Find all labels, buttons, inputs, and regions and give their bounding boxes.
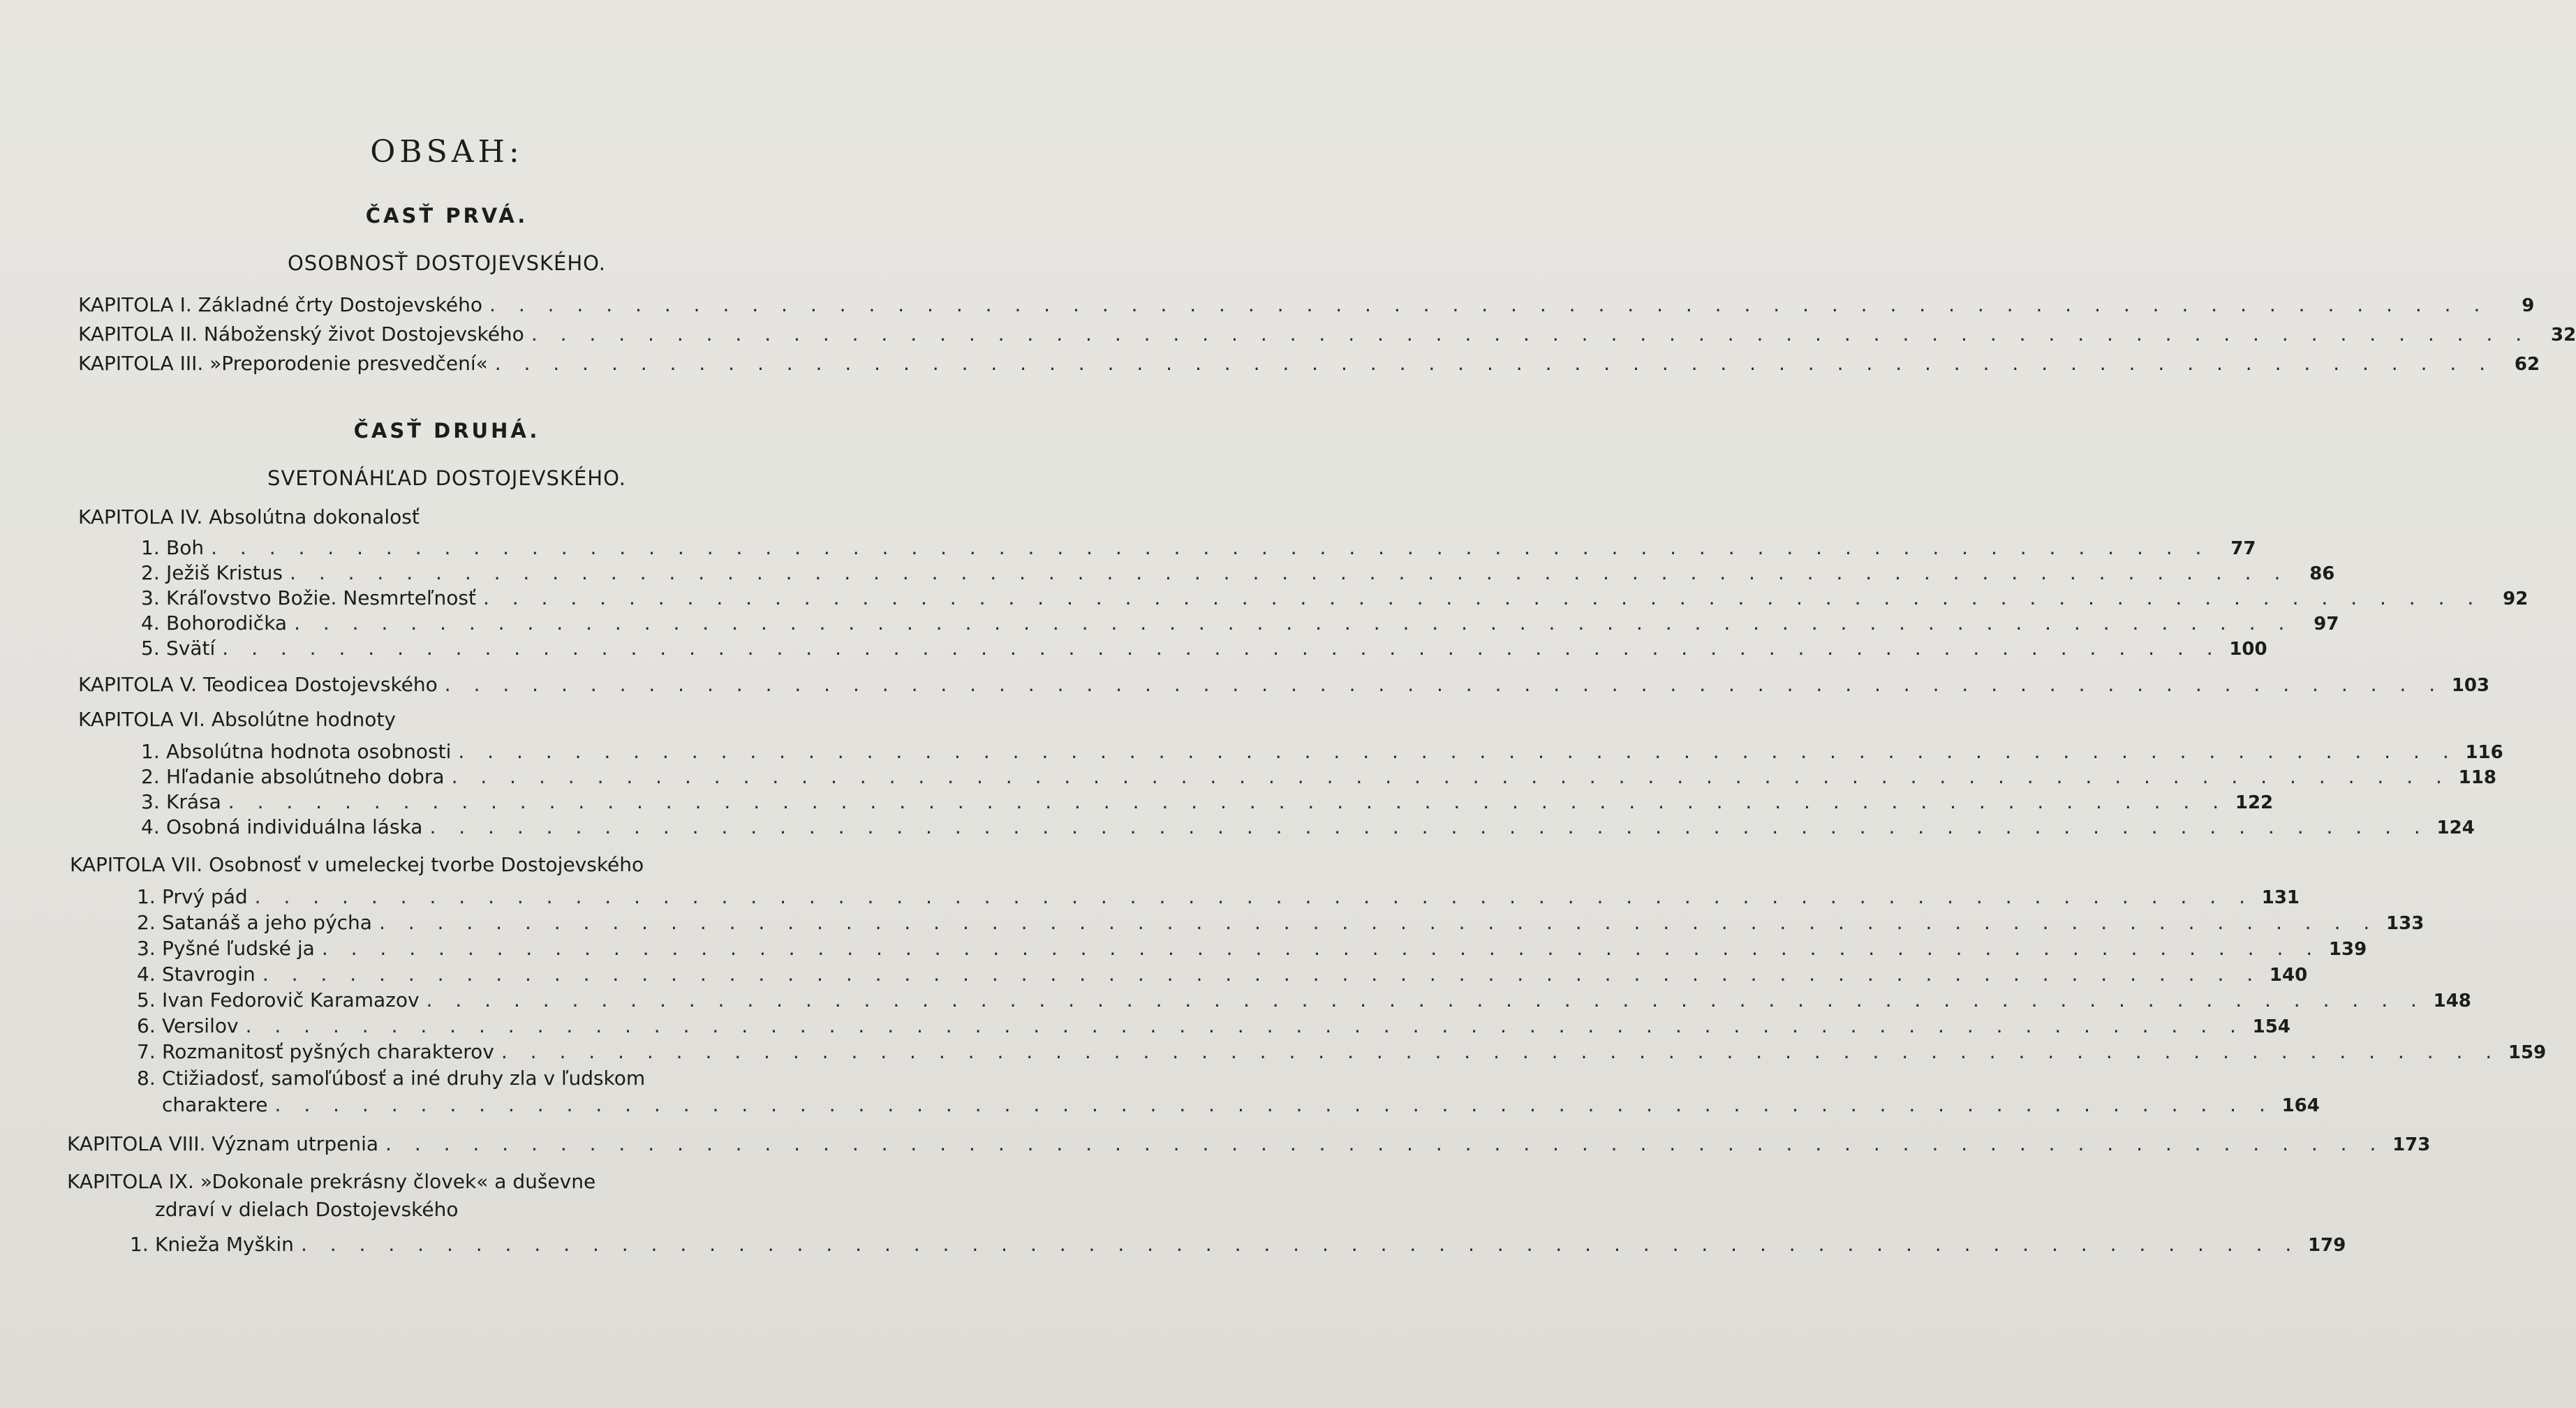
dot-leader (483, 586, 2482, 609)
page-number: 97 (2314, 614, 2339, 635)
page-number: 62 (2514, 354, 2540, 375)
entry-text: KAPITOLA VIII. Význam utrpenia (67, 1132, 379, 1155)
dot-leader (531, 323, 2530, 346)
toc-item (137, 988, 2471, 1011)
item-number: 7. (137, 1040, 156, 1063)
page-number: 131 (2261, 887, 2300, 908)
dot-leader (262, 963, 2261, 986)
item-number: 1. (141, 536, 160, 559)
toc-item (137, 963, 2308, 986)
dot-leader (489, 293, 2488, 316)
toc-item (141, 637, 2267, 660)
page-number: 86 (2309, 563, 2335, 584)
dot-leader (255, 885, 2253, 908)
dot-leader (222, 637, 2221, 660)
item-text: Prvý pád (162, 885, 248, 908)
toc-entry-chapter-2 (78, 323, 2576, 346)
dot-leader (429, 815, 2428, 838)
part2-subtitle: SVETONÁHĽAD DOSTOJEVSKÉHO. (267, 466, 626, 490)
item-text: Hľadanie absolútneho dobra (166, 765, 445, 788)
page-number: 32 (2550, 325, 2576, 346)
dot-leader (228, 790, 2227, 813)
item-text: Krása (166, 790, 221, 813)
entry-text: KAPITOLA II. Náboženský život Dostojevského (78, 323, 524, 346)
chapter-6-title: KAPITOLA VI. Absolútne hodnoty (78, 708, 396, 731)
toc-item (141, 536, 2256, 559)
toc-item (141, 815, 2475, 838)
dot-leader (501, 1040, 2500, 1063)
chapter-9-title-continued: zdraví v dielach Dostojevského (155, 1198, 459, 1221)
page-number: 179 (2308, 1235, 2346, 1256)
item-number: 2. (141, 561, 160, 584)
item-text: Svätí (166, 637, 216, 660)
dot-leader (211, 536, 2209, 559)
chapter-9-title: KAPITOLA IX. »Dokonale prekrásny človek« a duševne (67, 1170, 596, 1193)
page-number: 164 (2281, 1095, 2320, 1116)
toc-item (137, 1040, 2547, 1063)
page-title: OBSAH: (370, 134, 524, 170)
dot-leader (301, 1233, 2300, 1256)
page-number: 124 (2436, 817, 2475, 838)
item-number: 5. (141, 637, 160, 660)
item-text-continued: charaktere (162, 1093, 268, 1116)
item-number: 6. (137, 1014, 156, 1037)
toc-item (141, 612, 2339, 635)
item-number: 5. (137, 988, 156, 1011)
item-text: Versilov (162, 1014, 239, 1037)
toc-item (141, 561, 2335, 584)
page-number: 154 (2252, 1016, 2290, 1037)
page-number: 139 (2328, 939, 2367, 960)
page-number: 103 (2451, 675, 2490, 696)
item-number: 2. (141, 765, 160, 788)
dot-leader (452, 765, 2450, 788)
toc-item (141, 790, 2274, 813)
dot-leader (275, 1093, 2274, 1116)
dot-leader (458, 740, 2457, 763)
item-text: Knieža Myškin (155, 1233, 294, 1256)
item-number: 3. (137, 937, 156, 960)
part1-heading: ČASŤ PRVÁ. (365, 204, 528, 228)
page-number: 9 (2522, 295, 2535, 316)
toc-entry-chapter-5 (78, 673, 2490, 696)
item-text: Absolútna hodnota osobnosti (166, 740, 452, 763)
toc-item (141, 740, 2503, 763)
dot-leader (294, 612, 2293, 635)
toc-entry-chapter-8 (67, 1132, 2431, 1155)
item-text: Ivan Fedorovič Karamazov (162, 988, 420, 1011)
item-text: Boh (166, 536, 205, 559)
page-number: 159 (2508, 1042, 2547, 1063)
page-number: 148 (2433, 991, 2471, 1011)
dot-leader (445, 673, 2443, 696)
item-number: 1. (137, 885, 156, 908)
page-number: 133 (2386, 913, 2425, 934)
toc-item (130, 1233, 2346, 1256)
item-text: Kráľovstvo Božie. Nesmrteľnosť (166, 586, 476, 609)
item-text: Rozmanitosť pyšných charakterov (162, 1040, 494, 1063)
dot-leader (290, 561, 2288, 584)
item-number: 3. (141, 790, 160, 813)
item-text: Ctižiadosť, samoľúbosť a iné druhy zla v ľudskom (162, 1067, 646, 1090)
item-text: Pyšné ľudské ja (162, 937, 315, 960)
item-text: Stavrogin (162, 963, 256, 986)
toc-item (141, 765, 2496, 788)
item-number: 1. (130, 1233, 149, 1256)
entry-text: KAPITOLA III. »Preporodenie presvedčení« (78, 352, 488, 375)
item-number: 1. (141, 740, 160, 763)
toc-item-8-line2 (162, 1093, 2320, 1116)
page-number: 122 (2235, 792, 2274, 813)
item-number: 2. (137, 911, 156, 934)
dot-leader (379, 911, 2378, 934)
chapter-7-title: KAPITOLA VII. Osobnosť v umeleckej tvorbe Dostojevského (70, 853, 644, 876)
page-number: 92 (2503, 588, 2529, 609)
page-number: 116 (2465, 742, 2503, 763)
toc-entry-chapter-3 (78, 352, 2540, 375)
item-number: 3. (141, 586, 160, 609)
toc-item (137, 937, 2367, 960)
part2-heading: ČASŤ DRUHÁ. (353, 419, 540, 443)
toc-item (137, 1014, 2290, 1037)
dot-leader (322, 937, 2320, 960)
chapter-4-title: KAPITOLA IV. Absolútna dokonalosť (78, 505, 420, 528)
entry-text: KAPITOLA V. Teodicea Dostojevského (78, 673, 438, 696)
page-number: 140 (2269, 965, 2308, 986)
toc-entry-chapter-1 (78, 293, 2535, 316)
item-number: 4. (141, 815, 160, 838)
dot-leader (495, 352, 2494, 375)
item-text: Osobná individuálna láska (166, 815, 423, 838)
dot-leader (385, 1132, 2384, 1155)
item-text: Bohorodička (166, 612, 288, 635)
item-number: 4. (141, 612, 160, 635)
toc-item-8-line1 (137, 1067, 645, 1090)
entry-text: KAPITOLA I. Základné črty Dostojevského (78, 293, 483, 316)
toc-item (141, 586, 2529, 609)
page-number: 77 (2230, 538, 2256, 559)
dot-leader (427, 988, 2425, 1011)
item-text: Ježiš Kristus (166, 561, 283, 584)
toc-item (137, 885, 2300, 908)
dot-leader (246, 1014, 2244, 1037)
item-text: Satanáš a jeho pýcha (162, 911, 372, 934)
item-number: 8. (137, 1067, 156, 1090)
page-number: 100 (2229, 639, 2267, 660)
page-number: 118 (2458, 767, 2496, 788)
item-number: 4. (137, 963, 156, 986)
page-number: 173 (2392, 1134, 2431, 1155)
part1-subtitle: OSOBNOSŤ DOSTOJEVSKÉHO. (287, 251, 607, 275)
toc-item (137, 911, 2425, 934)
